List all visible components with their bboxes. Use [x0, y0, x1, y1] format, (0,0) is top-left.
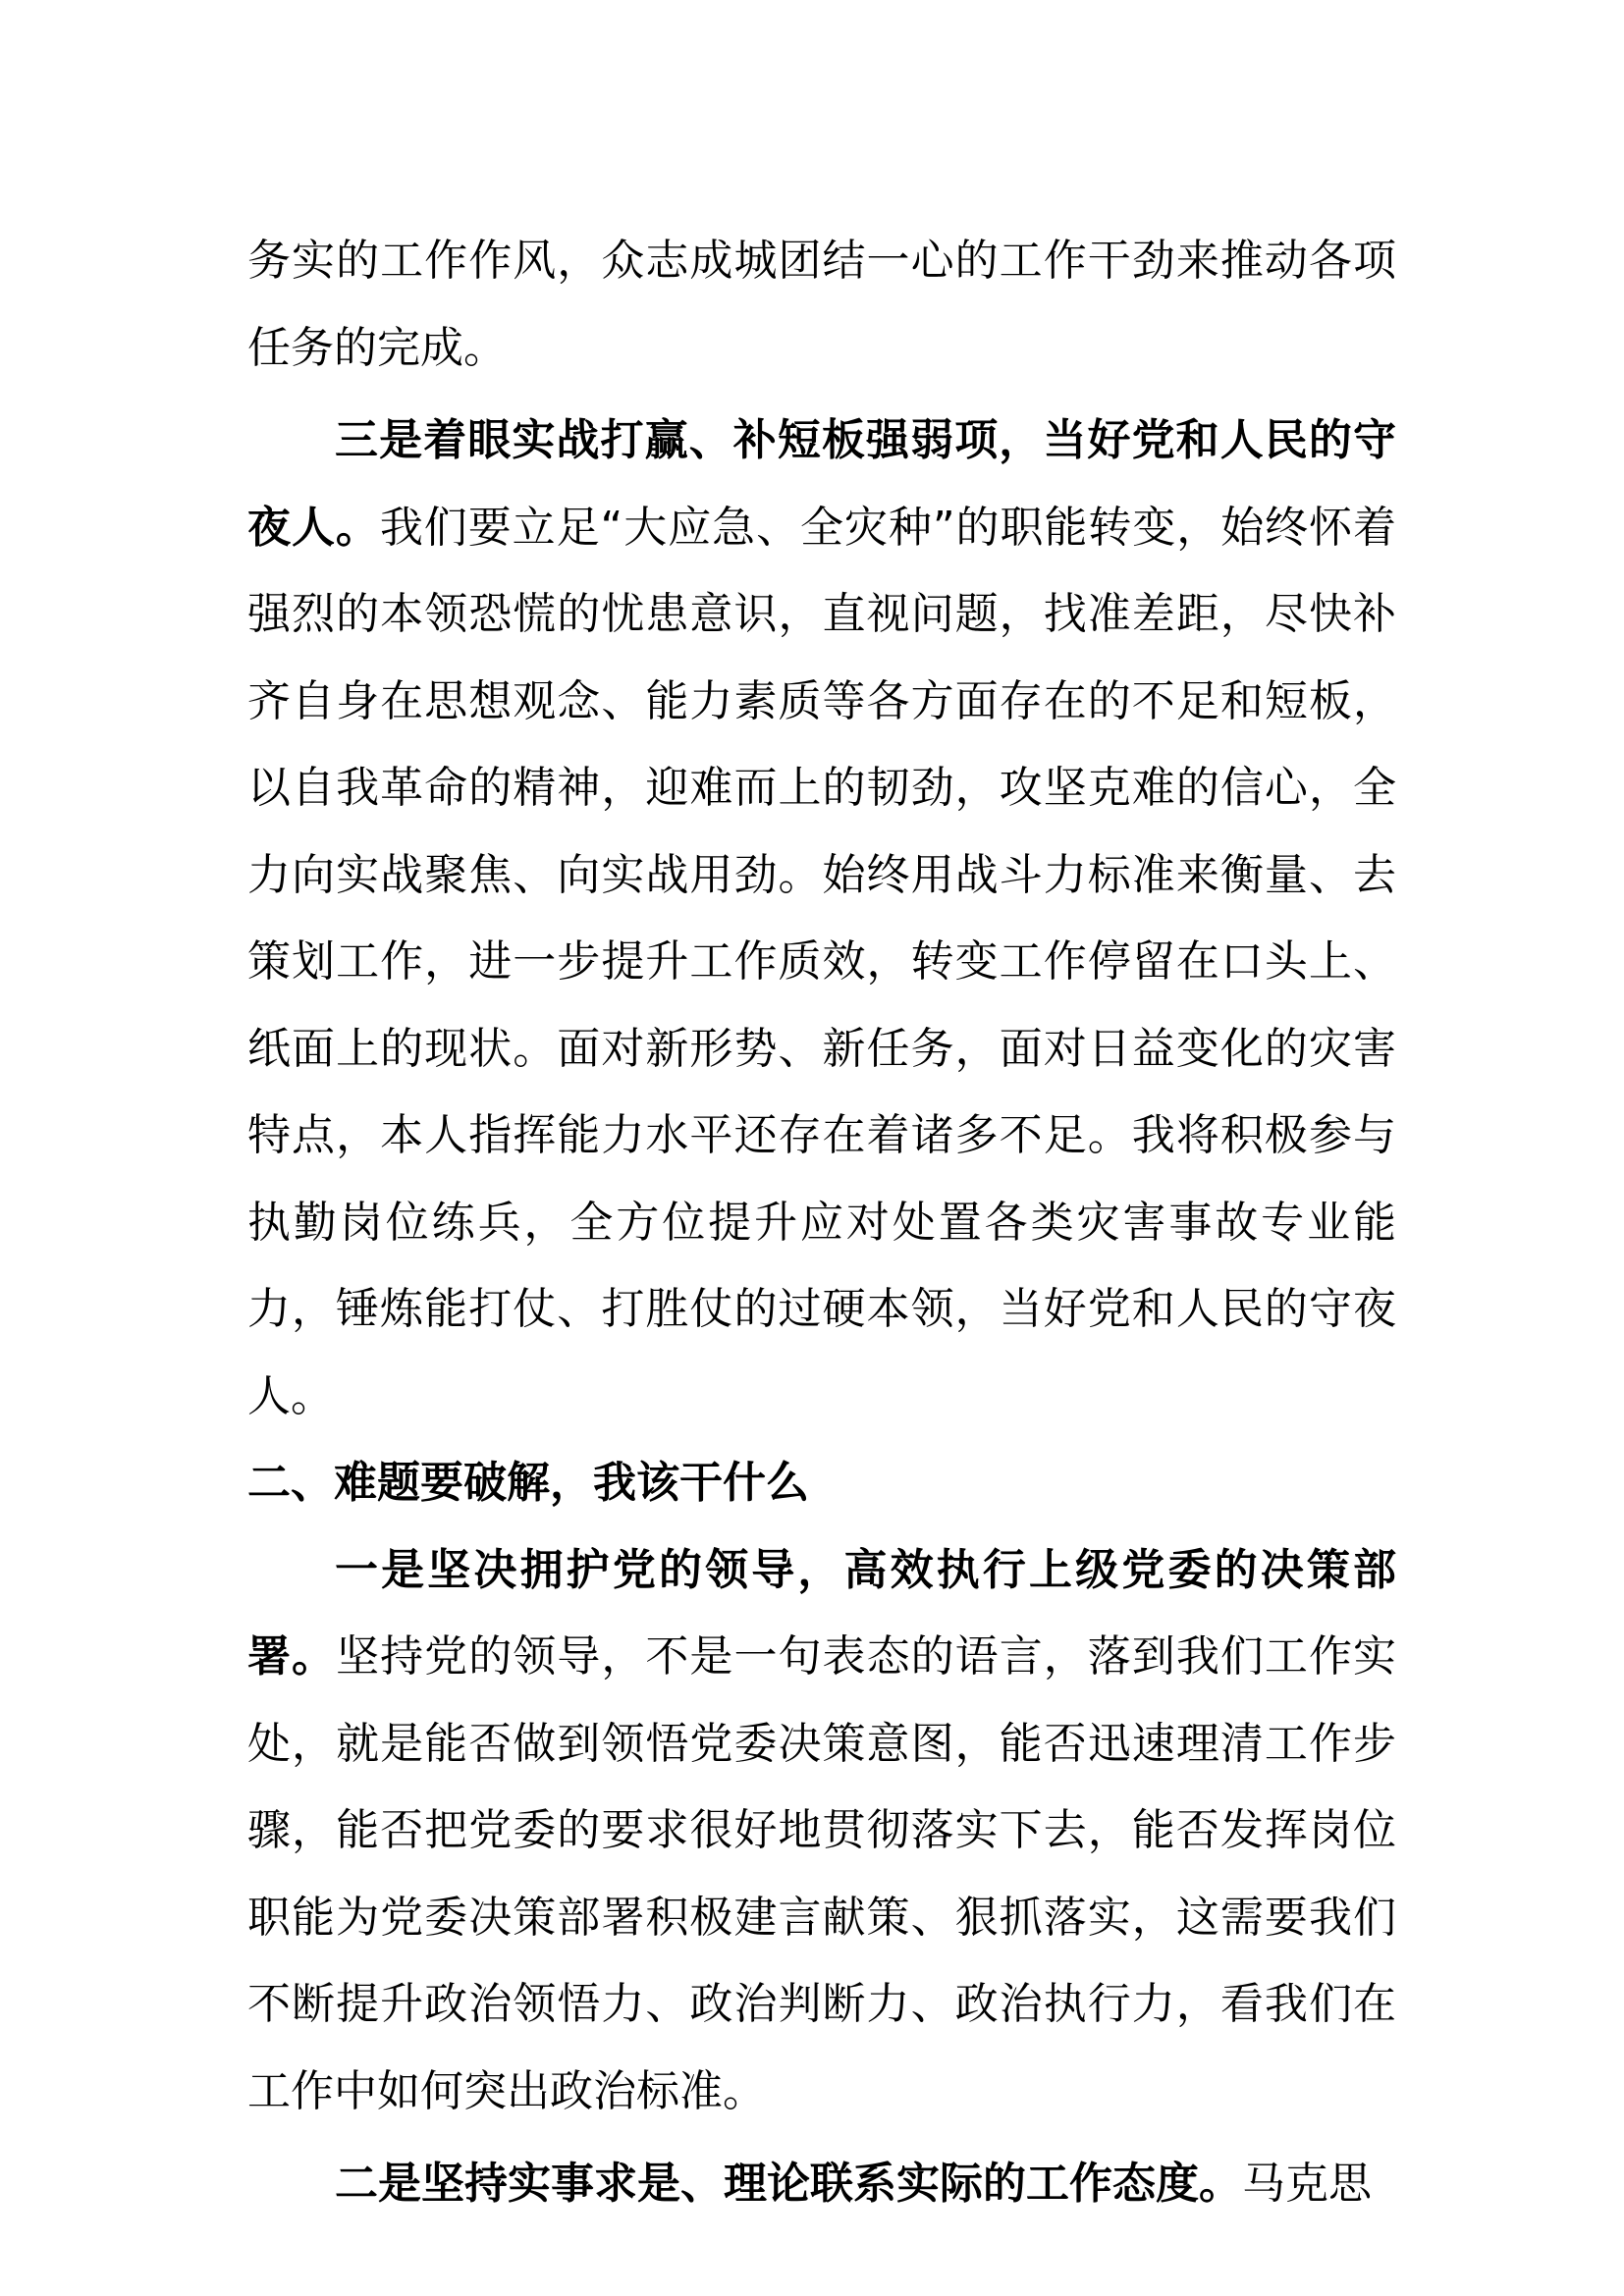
paragraph-continuation [247, 218, 1396, 392]
paragraph-body: 务实的工作作风，众志成城团结一心的工作干劲来推动各项任务的完成。 [247, 236, 1396, 373]
paragraph-lead: 二是坚持实事求是、理论联系实际的工作态度。 [335, 2159, 1242, 2209]
paragraph-point-two [247, 2141, 1396, 2228]
paragraph-lead: 一是坚决拥护党的领导，高效执行上级党委的决策部署。 [247, 1544, 1396, 1682]
section-heading: 二、难题要破解，我该干什么 [247, 1458, 809, 1508]
paragraph-body: 坚持党的领导，不是一句表态的语言，落到我们工作实处，就是能否做到领悟党委决策意图，能否迅速理清工作步骤，能否把党委的要求很好地贯彻落实下去，能否发挥岗位职能为党委决策部署积极建言献策、狠抓落实，这需要我们不断提升政治领悟力、政治判断力、政治执行力，看我们在工作中如何突出政治标准。 [247, 1631, 1397, 2116]
paragraph-point-three [247, 398, 1396, 1440]
paragraph-lead: 三是着眼实战打赢、补短板强弱项，当好党和人民的守夜人。 [247, 415, 1396, 553]
paragraph-body: 马克思 [1242, 2159, 1372, 2209]
paragraph-body: 我们要立足“大应急、全灾种”的职能转变，始终怀着强烈的本领恐慌的忧患意识，直视问题，找准差距，尽快补齐自身在思想观念、能力素质等各方面存在的不足和短板，以自我革命的精神，迎难而上的韧劲，攻坚克难的信心，全力向实战聚焦、向实战用劲。始终用战斗力标准来衡量、去策划工作，进一步提升工作质效，转变工作停留在口头上、纸面上的现状。面对新形势、新任务，面对日益变化的灾害特点，本人指挥能力水平还存在着诸多不足。我将积极参与执勤岗位练兵，全方位提升应对处置各类灾害事故专业能力，锤炼能打仗、打胜仗的过硬本领，当好党和人民的守夜人。 [247, 502, 1397, 1421]
document-page [247, 218, 1396, 2228]
paragraph-point-one [247, 1527, 1396, 2136]
